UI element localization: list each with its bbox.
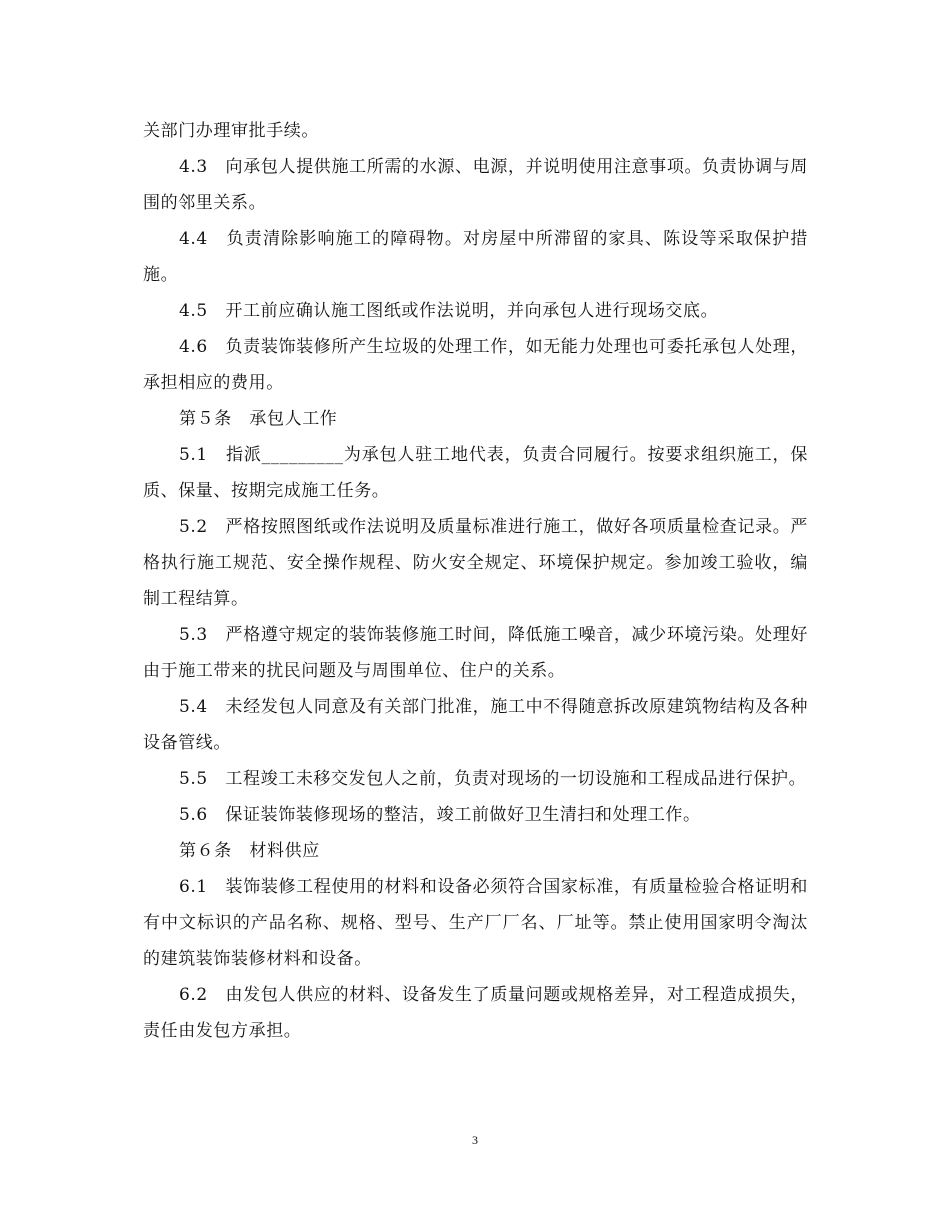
clause-4-5: 4.5 开工前应确认施工图纸或作法说明，并向承包人进行现场交底。 — [179, 301, 719, 321]
clause-6-1: 6.1 装饰装修工程使用的材料和设备必须符合国家标准，有质量检验合格证明和有中文标识的产品名称、规格、型号、生产厂厂名、厂址等。禁止使用国家明令淘汰的建筑装饰装修材料和设备。 — [143, 877, 808, 969]
document-body — [143, 113, 808, 1049]
paragraph-continuation: 关部门办理审批手续。 — [143, 121, 319, 141]
clause-5-4: 5.4 未经发包人同意及有关部门批准，施工中不得随意拆改原建筑物结构及各种设备管线。 — [143, 697, 808, 753]
article-5-heading: 第５条 承包人工作 — [179, 409, 338, 429]
clause-6-2: 6.2 由发包人供应的材料、设备发生了质量问题或规格差异，对工程造成损失，责任由发包方承担。 — [143, 985, 808, 1041]
clause-4-6: 4.6 负责装饰装修所产生垃圾的处理工作，如无能力处理也可委托承包人处理，承担相应的费用。 — [143, 337, 808, 393]
clause-4-4: 4.4 负责清除影响施工的障碍物。对房屋中所滞留的家具、陈设等采取保护措施。 — [143, 229, 808, 285]
article-6-heading: 第６条 材料供应 — [179, 841, 320, 861]
page-number: 3 — [472, 1133, 478, 1147]
clause-4-3: 4.3 向承包人提供施工所需的水源、电源，并说明使用注意事项。负责协调与周围的邻里关系。 — [143, 157, 808, 213]
clause-5-5: 5.5 工程竣工未移交发包人之前，负责对现场的一切设施和工程成品进行保护。 — [179, 769, 807, 789]
clause-5-2: 5.2 严格按照图纸或作法说明及质量标准进行施工，做好各项质量检查记录。严格执行施工规范、安全操作规程、防火安全规定、环境保护规定。参加竣工验收，编制工程结算。 — [143, 517, 808, 609]
clause-5-1: 5.1 指派_________为承包人驻工地代表，负责合同履行。按要求组织施工，保质、保量、按期完成施工任务。 — [143, 445, 808, 501]
clause-5-6: 5.6 保证装饰装修现场的整洁，竣工前做好卫生清扫和处理工作。 — [179, 805, 701, 825]
clause-5-3: 5.3 严格遵守规定的装饰装修施工时间，降低施工噪音，减少环境污染。处理好由于施工带来的扰民问题及与周围单位、住户的关系。 — [143, 625, 808, 681]
